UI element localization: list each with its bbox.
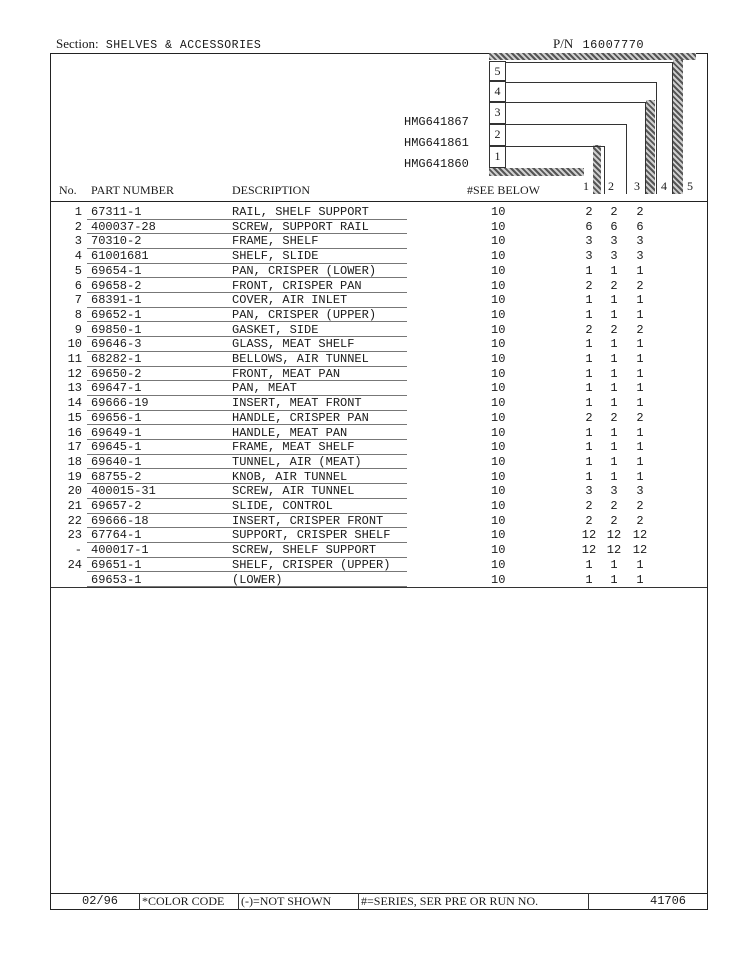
- row-qty-col-3: 1: [636, 572, 644, 587]
- row-qty-col-1: 2: [585, 513, 593, 528]
- row-see-below: 10: [491, 454, 506, 469]
- row-see-below: 10: [491, 307, 506, 322]
- row-part-number: 69657-2: [91, 499, 142, 513]
- row-item-number: -: [74, 543, 82, 558]
- row-item-number: 5: [74, 263, 82, 278]
- row-part-number: 67311-1: [91, 205, 142, 219]
- footer-series: #=SERIES, SER PRE OR RUN NO.: [361, 894, 539, 908]
- stair-line-1h: [506, 146, 604, 147]
- row-qty-col-1: 1: [585, 352, 593, 366]
- table-row: [0, 293, 750, 308]
- row-part-number: 69850-1: [91, 322, 142, 337]
- row-part-number: 400015-31: [91, 484, 156, 499]
- row-qty-col-3: 2: [636, 513, 644, 528]
- row-qty-col-3: 1: [636, 454, 644, 469]
- row-qty-col-3: 1: [636, 263, 644, 278]
- row-description: HANDLE, MEAT PAN: [232, 425, 348, 440]
- row-description: FRONT, MEAT PAN: [232, 366, 341, 381]
- stair-line-4v: [656, 82, 657, 194]
- footer-page-number: 41706: [650, 894, 687, 908]
- row-qty-col-3: 1: [636, 425, 644, 440]
- row-qty-col-2: 1: [610, 440, 618, 455]
- table-row: [0, 220, 750, 235]
- table-row: [0, 279, 750, 294]
- row-item-number: 12: [67, 366, 82, 381]
- table-row: [0, 323, 750, 338]
- table-row: [0, 249, 750, 264]
- row-qty-col-3: 2: [636, 322, 644, 337]
- row-see-below: 10: [491, 263, 506, 278]
- row-part-number: 69666-19: [91, 396, 149, 411]
- table-row: [0, 264, 750, 279]
- row-qty-col-1: 1: [585, 469, 593, 484]
- stair-number-4: 4: [489, 81, 506, 102]
- col-header-description: DESCRIPTION: [232, 183, 311, 197]
- stair-line-1v: [604, 146, 605, 194]
- row-qty-col-2: 1: [610, 557, 618, 572]
- row-item-number: 22: [67, 513, 82, 528]
- row-item-number: 24: [67, 557, 82, 572]
- row-description: PAN, CRISPER (LOWER): [232, 263, 377, 278]
- row-item-number: 1: [74, 205, 82, 219]
- row-qty-col-3: 3: [636, 484, 644, 499]
- row-qty-col-3: 1: [636, 293, 644, 308]
- footer-date: 02/96: [82, 894, 119, 908]
- row-qty-col-3: 1: [636, 352, 644, 366]
- stair-number-1: 1: [489, 146, 506, 168]
- row-item-number: 10: [67, 337, 82, 352]
- row-part-number: 69652-1: [91, 307, 142, 322]
- row-qty-col-2: 1: [610, 396, 618, 411]
- stair-number-5: 5: [489, 61, 506, 81]
- row-description: GASKET, SIDE: [232, 322, 319, 337]
- row-part-number: 61001681: [91, 249, 149, 264]
- row-qty-col-1: 12: [581, 528, 597, 543]
- row-description: SHELF, CRISPER (UPPER): [232, 557, 391, 572]
- row-part-number: 69650-2: [91, 366, 142, 381]
- row-qty-col-2: 3: [610, 249, 618, 264]
- table-end-line: [51, 587, 707, 588]
- row-item-number: 13: [67, 381, 82, 396]
- row-see-below: 10: [491, 410, 506, 425]
- row-part-number: 69653-1: [91, 572, 142, 587]
- row-qty-col-3: 1: [636, 337, 644, 352]
- row-qty-col-3: 2: [636, 205, 644, 219]
- row-qty-col-2: 1: [610, 425, 618, 440]
- table-row: [0, 367, 750, 382]
- table-row: [0, 426, 750, 441]
- row-qty-col-1: 1: [585, 337, 593, 352]
- row-item-number: 9: [74, 322, 82, 337]
- table-row: [0, 543, 750, 558]
- row-qty-col-3: 1: [636, 307, 644, 322]
- row-qty-col-2: 2: [610, 205, 618, 219]
- row-part-number: 67764-1: [91, 528, 142, 543]
- row-qty-col-2: 1: [610, 293, 618, 308]
- row-description: SCREW, SHELF SUPPORT: [232, 543, 377, 558]
- row-item-number: 21: [67, 499, 82, 513]
- row-part-number: 69651-1: [91, 557, 142, 572]
- table-row: [0, 411, 750, 426]
- row-description: FRAME, MEAT SHELF: [232, 440, 355, 455]
- row-see-below: 10: [491, 293, 506, 308]
- row-part-number: 69649-1: [91, 425, 142, 440]
- row-qty-col-2: 3: [610, 234, 618, 249]
- row-part-number: 69640-1: [91, 454, 142, 469]
- stair-line-5h: [506, 62, 673, 63]
- table-row: [0, 455, 750, 470]
- model-hmg641861: HMG641861: [404, 136, 469, 150]
- col-header-qty-4: 4: [661, 179, 667, 193]
- row-description: HANDLE, CRISPER PAN: [232, 410, 369, 425]
- row-description: SCREW, SUPPORT RAIL: [232, 219, 369, 234]
- row-see-below: 10: [491, 352, 506, 366]
- stair-number-2: 2: [489, 124, 506, 146]
- col-header-qty-1: 1: [583, 179, 589, 193]
- row-see-below: 10: [491, 234, 506, 249]
- row-description: INSERT, MEAT FRONT: [232, 396, 362, 411]
- row-part-number: 68755-2: [91, 469, 142, 484]
- col-header-qty-3: 3: [634, 179, 640, 193]
- stair-hatch-3: [646, 100, 655, 194]
- row-see-below: 10: [491, 499, 506, 513]
- row-part-number: 69654-1: [91, 263, 142, 278]
- row-qty-col-3: 1: [636, 381, 644, 396]
- footer-color-code: *COLOR CODE: [142, 894, 225, 908]
- row-qty-col-2: 1: [610, 469, 618, 484]
- row-item-number: 20: [67, 484, 82, 499]
- row-qty-col-2: 12: [606, 543, 622, 558]
- row-qty-col-2: 1: [610, 381, 618, 396]
- row-description: BELLOWS, AIR TUNNEL: [232, 352, 369, 366]
- table-row: [0, 440, 750, 455]
- row-see-below: 10: [491, 513, 506, 528]
- table-row: [0, 470, 750, 485]
- row-qty-col-2: 2: [610, 410, 618, 425]
- col-header-qty-2: 2: [608, 179, 614, 193]
- row-item-number: 14: [67, 396, 82, 411]
- row-qty-col-2: 12: [606, 528, 622, 543]
- row-see-below: 10: [491, 366, 506, 381]
- row-description: SCREW, AIR TUNNEL: [232, 484, 355, 499]
- row-qty-col-1: 3: [585, 234, 593, 249]
- row-qty-col-1: 1: [585, 366, 593, 381]
- row-item-number: 2: [74, 219, 82, 234]
- row-qty-col-3: 2: [636, 410, 644, 425]
- row-qty-col-1: 6: [585, 219, 593, 234]
- row-qty-col-2: 1: [610, 263, 618, 278]
- footer-sep-4: [588, 893, 589, 910]
- footer-sep-1: [139, 893, 140, 910]
- row-item-number: 23: [67, 528, 82, 543]
- row-qty-col-2: 6: [610, 219, 618, 234]
- row-qty-col-1: 1: [585, 381, 593, 396]
- row-see-below: 10: [491, 205, 506, 219]
- row-item-number: 15: [67, 410, 82, 425]
- row-qty-col-3: 1: [636, 396, 644, 411]
- row-item-number: 18: [67, 454, 82, 469]
- row-item-number: 3: [74, 234, 82, 249]
- row-part-number: 68391-1: [91, 293, 142, 308]
- row-see-below: 10: [491, 278, 506, 293]
- row-part-number: 69666-18: [91, 513, 149, 528]
- row-qty-col-2: 1: [610, 307, 618, 322]
- table-row: [0, 558, 750, 573]
- row-item-number: 4: [74, 249, 82, 264]
- col-header-qty-5: 5: [687, 179, 693, 193]
- row-part-number: 69658-2: [91, 278, 142, 293]
- row-part-number: 68282-1: [91, 352, 142, 366]
- row-part-number: 70310-2: [91, 234, 142, 249]
- stair-line-5v: [672, 62, 673, 194]
- row-description: INSERT, CRISPER FRONT: [232, 513, 384, 528]
- row-item-number: 7: [74, 293, 82, 308]
- row-item-number: 17: [67, 440, 82, 455]
- stair-line-4h: [506, 82, 656, 83]
- row-part-number: 69647-1: [91, 381, 142, 396]
- row-description: FRONT, CRISPER PAN: [232, 278, 362, 293]
- row-see-below: 10: [491, 469, 506, 484]
- row-qty-col-3: 2: [636, 499, 644, 513]
- row-qty-col-1: 12: [581, 543, 597, 558]
- section-label: Section:: [56, 36, 99, 51]
- row-qty-col-2: 1: [610, 454, 618, 469]
- row-description: GLASS, MEAT SHELF: [232, 337, 355, 352]
- row-see-below: 10: [491, 219, 506, 234]
- row-item-number: 11: [67, 352, 82, 366]
- row-qty-col-1: 1: [585, 454, 593, 469]
- row-description: RAIL, SHELF SUPPORT: [232, 205, 369, 219]
- row-qty-col-1: 2: [585, 322, 593, 337]
- row-see-below: 10: [491, 543, 506, 558]
- row-description: TUNNEL, AIR (MEAT): [232, 454, 362, 469]
- stair-hatch-top: [489, 53, 696, 60]
- row-qty-col-2: 2: [610, 513, 618, 528]
- row-qty-col-1: 2: [585, 410, 593, 425]
- table-row: [0, 381, 750, 396]
- section-header: [56, 36, 261, 52]
- row-description: SUPPORT, CRISPER SHELF: [232, 528, 391, 543]
- row-qty-col-1: 1: [585, 557, 593, 572]
- row-see-below: 10: [491, 440, 506, 455]
- row-qty-col-3: 1: [636, 440, 644, 455]
- stair-hatch-bottom: [489, 168, 584, 176]
- row-qty-col-2: 3: [610, 484, 618, 499]
- row-qty-col-1: 1: [585, 396, 593, 411]
- row-qty-col-2: 2: [610, 322, 618, 337]
- table-row: [0, 205, 750, 220]
- row-qty-col-2: 1: [610, 352, 618, 366]
- row-qty-col-2: 1: [610, 337, 618, 352]
- table-row: [0, 352, 750, 367]
- footer-sep-2: [238, 893, 239, 910]
- row-qty-col-1: 2: [585, 499, 593, 513]
- section-value: SHELVES & ACCESSORIES: [105, 39, 262, 52]
- row-see-below: 10: [491, 572, 506, 587]
- row-qty-col-1: 1: [585, 572, 593, 587]
- table-row: [0, 573, 750, 588]
- row-see-below: 10: [491, 381, 506, 396]
- row-item-number: 8: [74, 307, 82, 322]
- row-part-number: 400037-28: [91, 219, 156, 234]
- row-description: FRAME, SHELF: [232, 234, 319, 249]
- row-qty-col-1: 1: [585, 425, 593, 440]
- model-hmg641867: HMG641867: [404, 115, 469, 129]
- stair-number-3: 3: [489, 102, 506, 124]
- stair-hatch-5: [673, 60, 683, 194]
- row-qty-col-1: 1: [585, 263, 593, 278]
- stair-line-3v: [645, 102, 646, 194]
- stair-line-2v: [626, 124, 627, 194]
- pn-value: 16007770: [582, 38, 645, 52]
- table-row: [0, 308, 750, 323]
- table-row: [0, 499, 750, 514]
- row-part-number: 400017-1: [91, 543, 149, 558]
- row-qty-col-3: 12: [632, 528, 648, 543]
- footer-not-shown: (-)=NOT SHOWN: [241, 894, 332, 908]
- row-qty-col-1: 1: [585, 293, 593, 308]
- row-see-below: 10: [491, 528, 506, 543]
- row-item-number: 16: [67, 425, 82, 440]
- row-see-below: 10: [491, 249, 506, 264]
- row-see-below: 10: [491, 396, 506, 411]
- stair-hatch-1: [593, 145, 601, 194]
- row-see-below: 10: [491, 484, 506, 499]
- row-qty-col-1: 2: [585, 278, 593, 293]
- row-description: COVER, AIR INLET: [232, 293, 348, 308]
- row-part-number: 69645-1: [91, 440, 142, 455]
- row-description: KNOB, AIR TUNNEL: [232, 469, 348, 484]
- row-qty-col-2: 2: [610, 278, 618, 293]
- col-header-see-below: #SEE BELOW: [467, 183, 540, 197]
- row-qty-col-3: 1: [636, 469, 644, 484]
- row-qty-col-1: 3: [585, 484, 593, 499]
- model-hmg641860: HMG641860: [404, 157, 469, 171]
- row-see-below: 10: [491, 425, 506, 440]
- row-qty-col-3: 3: [636, 234, 644, 249]
- row-qty-col-2: 2: [610, 499, 618, 513]
- col-header-no: No.: [59, 183, 77, 197]
- row-part-number: 69656-1: [91, 410, 142, 425]
- row-qty-col-2: 1: [610, 366, 618, 381]
- table-row: [0, 337, 750, 352]
- table-row: [0, 484, 750, 499]
- row-qty-col-3: 2: [636, 278, 644, 293]
- table-row: [0, 528, 750, 543]
- row-qty-col-3: 1: [636, 366, 644, 381]
- row-description: SLIDE, CONTROL: [232, 499, 333, 513]
- footer-sep-3: [358, 893, 359, 910]
- pn-label: P/N: [553, 36, 574, 51]
- row-see-below: 10: [491, 337, 506, 352]
- row-qty-col-3: 3: [636, 249, 644, 264]
- row-qty-col-3: 12: [632, 543, 648, 558]
- row-qty-col-3: 1: [636, 557, 644, 572]
- row-see-below: 10: [491, 557, 506, 572]
- row-description: (LOWER): [232, 572, 283, 587]
- row-qty-col-3: 6: [636, 219, 644, 234]
- stair-line-2h: [506, 124, 626, 125]
- row-see-below: 10: [491, 322, 506, 337]
- part-number-header: [553, 36, 644, 52]
- row-description: PAN, CRISPER (UPPER): [232, 307, 377, 322]
- table-row: [0, 234, 750, 249]
- row-description: PAN, MEAT: [232, 381, 297, 396]
- header-divider: [51, 201, 707, 202]
- row-part-number: 69646-3: [91, 337, 142, 352]
- row-item-number: 6: [74, 278, 82, 293]
- col-header-part-number: PART NUMBER: [91, 183, 174, 197]
- row-qty-col-2: 1: [610, 572, 618, 587]
- table-row: [0, 514, 750, 529]
- row-item-number: 19: [67, 469, 82, 484]
- table-row: [0, 396, 750, 411]
- row-qty-col-1: 3: [585, 249, 593, 264]
- stair-line-3h: [506, 102, 646, 103]
- row-qty-col-1: 1: [585, 307, 593, 322]
- row-qty-col-1: 2: [585, 205, 593, 219]
- row-description: SHELF, SLIDE: [232, 249, 319, 264]
- row-qty-col-1: 1: [585, 440, 593, 455]
